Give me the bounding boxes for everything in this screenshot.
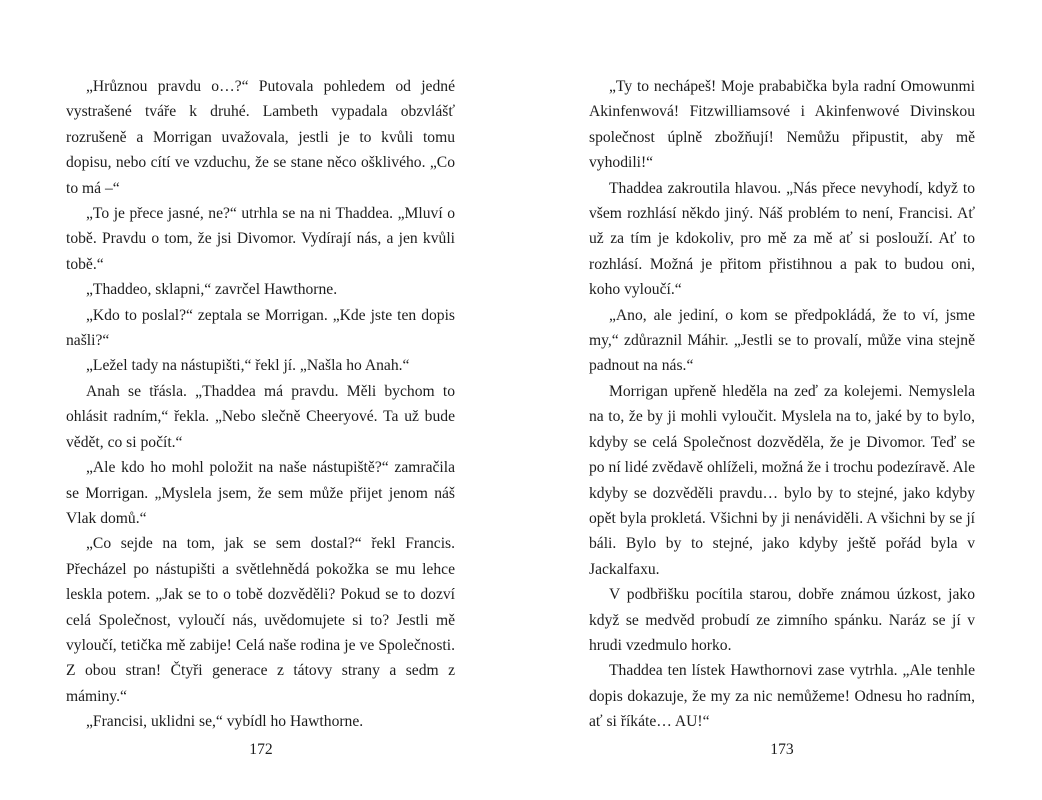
right-page [589,74,975,735]
paragraph: „Hrůznou pravdu o…?“ Putovala pohledem od jedné vystrašené tváře k druhé. Lambeth vypadala obzvlášť rozrušeně a Morrigan uvažovala, jestli je to kvůli tomu dopisu, nebo cítí ve vzduchu, že se stane něco ošklivého. „Co to má –“ [66,78,455,197]
paragraph: „Kdo to poslal?“ zeptala se Morrigan. „Kde jste ten dopis našli?“ [66,306,455,350]
paragraph: „To je přece jasné, ne?“ utrhla se na ni Thaddea. „Mluví o tobě. Pravdu o tom, že jsi Divomor. Vydírají nás, a jen kvůli tobě.“ [66,205,455,273]
paragraph: Thaddea ten lístek Hawthornovi zase vytrhla. „Ale tenhle dopis dokazuje, že my za nic nemůžeme! Odnesu ho radním, ať si říkáte… AU!“ [589,662,975,731]
paragraph: Anah se třásla. „Thaddea má pravdu. Měli bychom to ohlásit radním,“ řekla. „Nebo slečně Cheeryové. Ta už bude vědět, co si počít.“ [66,382,455,451]
paragraph: „Thaddeo, sklapni,“ zavrčel Hawthorne. [86,281,338,299]
left-page [66,74,455,735]
paragraph: „Ano, ale jediní, o kom se předpokládá, že to ví, jsme my,“ zdůraznil Máhir. „Jestli se to provalí, může vina stejně padnout na nás.“ [589,306,975,375]
paragraph: „Ležel tady na nástupišti,“ řekl jí. „Našla ho Anah.“ [86,357,410,375]
paragraph: „Ty to nechápeš! Moje prababička byla radní Omowunmi Akinfenwová! Fitzwilliamsové i Akinfenwové Divinskou společnost úplně zbožňují! Nemůžu připustit, aby mě vyhodili!“ [589,78,975,172]
paragraph: „Co sejde na tom, jak se sem dostal?“ řekl Francis. Přecházel po nástupišti a světlehnědá pokožka se mu lehce leskla potem. „Jak se to o tobě dozvěděli? Pokud se to dozví celá Společnost, vyloučí nás, uvědomujete si to? Jestli mě vyloučí, tetička mě zabije! Celá naše rodina je ve Společnosti. Z obou stran! Čtyři generace z tátovy strany a sedm z máminy.“ [66,535,455,705]
paragraph: „Francisi, uklidni se,“ vybídl ho Hawthorne. [86,713,364,731]
page-number: 172 [249,741,273,758]
paragraph: „Ale kdo ho mohl položit na naše nástupiště?“ zamračila se Morrigan. „Myslela jsem, že sem může přijet jenom náš Vlak domů.“ [66,459,455,527]
paragraph: Morrigan upřeně hleděla na zeď za kolejemi. Nemyslela na to, že by ji mohli vyloučit. Myslela na to, jaké by to bylo, kdyby se celá Společnost dozvěděla, že je Divomor. Teď se po ní lidé zvědavě ohlíželi, možná že i trochu podezíravě. Ale kdyby se dozvěděli pravdu… bylo by to stejné, jako kdyby opět byla prokletá. Všichni by ji nenáviděli. A všichni by se jí báli. Bylo by to stejné, jako kdyby ještě pořád byla v Jackalfaxu. [589,382,975,578]
paragraph: V podbřišku pocítila starou, dobře známou úzkost, jako když se medvěd probudí ze zimního spánku. Naráz se jí v hrudi vzedmulo horko. [589,586,975,654]
paragraph: Thaddea zakroutila hlavou. „Nás přece nevyhodí, když to všem rozhlásí někdo jiný. Náš problém to není, Francisi. Ať už za tím je kdokoliv, pro mě za mě ať si poslouží. Ať to rozhlásí. Možná je přitom přistihnou a pak to budou oni, koho vyloučí.“ [589,179,975,299]
page-number: 173 [770,741,794,758]
